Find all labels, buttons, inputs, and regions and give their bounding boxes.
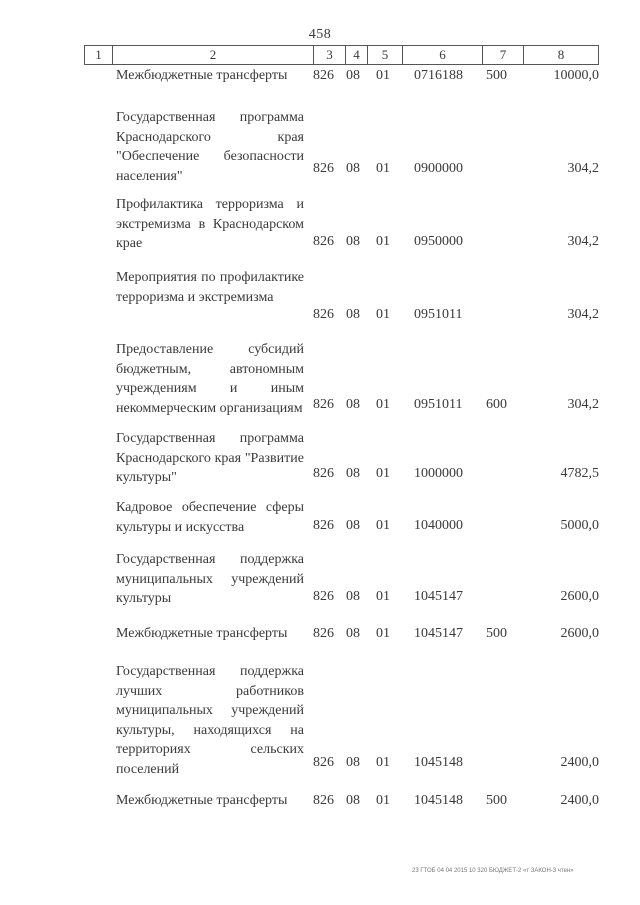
row-c4: 08 — [346, 589, 360, 604]
row-c6: 1045148 — [414, 755, 463, 770]
row-c8: 304,2 — [567, 307, 599, 322]
row-c3: 826 — [313, 161, 334, 176]
row-c5: 01 — [376, 589, 390, 604]
row-c4: 08 — [346, 161, 360, 176]
row-name: Государственная поддержка лучших работников муниципальных учреждений культуры, находящихся на территориях сельских поселений — [116, 664, 304, 777]
row-c5: 01 — [376, 518, 390, 533]
row-c3: 826 — [313, 397, 334, 412]
row-c4: 08 — [346, 793, 360, 808]
row-c8: 10000,0 — [553, 68, 599, 83]
row-c4: 08 — [346, 68, 360, 83]
row-c6: 0951011 — [414, 307, 463, 322]
header-col-7: 7 — [483, 46, 524, 64]
row-c6: 1045147 — [414, 626, 463, 641]
row-c5: 01 — [376, 626, 390, 641]
row-c8: 2600,0 — [560, 589, 599, 604]
row-c8: 304,2 — [567, 161, 599, 176]
row-c8: 4782,5 — [560, 466, 599, 481]
row-c6: 0950000 — [414, 234, 463, 249]
header-col-6: 6 — [403, 46, 483, 64]
row-c7: 500 — [486, 68, 507, 83]
row-c5: 01 — [376, 234, 390, 249]
row-c8: 5000,0 — [560, 518, 599, 533]
row-c6: 0900000 — [414, 161, 463, 176]
row-c7: 500 — [486, 626, 507, 641]
row-c6: 0951011 — [414, 397, 463, 412]
row-c6: 1040000 — [414, 518, 463, 533]
row-name: Мероприятия по профилактике терроризма и экстремизма — [116, 270, 304, 305]
header-col-1: 1 — [85, 46, 113, 64]
row-name: Кадровое обеспечение сферы культуры и искусства — [116, 500, 304, 535]
header-col-8: 8 — [557, 47, 565, 62]
row-c3: 826 — [313, 589, 334, 604]
row-c4: 08 — [346, 518, 360, 533]
row-c6: 0716188 — [414, 68, 463, 83]
header-col-2: 2 — [113, 46, 314, 64]
table-header — [84, 45, 599, 65]
row-c8: 304,2 — [567, 234, 599, 249]
row-c6: 1045147 — [414, 589, 463, 604]
row-c3: 826 — [313, 466, 334, 481]
row-c3: 826 — [313, 307, 334, 322]
row-c3: 826 — [313, 626, 334, 641]
footer-reference: 23 ГТОБ 04 04 2015 10 320 БЮДЖЕТ-2 «т ЗАКОН-3 чтен» — [412, 868, 574, 874]
row-c8: 2600,0 — [560, 626, 599, 641]
row-name: Межбюджетные трансферты — [116, 793, 288, 808]
row-c3: 826 — [313, 755, 334, 770]
row-name: Государственная поддержка муниципальных учреждений культуры — [116, 552, 304, 606]
row-name: Межбюджетные трансферты — [116, 626, 288, 641]
row-name: Государственная программа Краснодарского края "Обеспечение безопасности населения" — [116, 110, 304, 184]
row-c6: 1000000 — [414, 466, 463, 481]
row-c5: 01 — [376, 161, 390, 176]
row-c3: 826 — [313, 68, 334, 83]
row-c6: 1045148 — [414, 793, 463, 808]
row-c4: 08 — [346, 234, 360, 249]
row-c8: 2400,0 — [560, 755, 599, 770]
row-c5: 01 — [376, 755, 390, 770]
row-name: Межбюджетные трансферты — [116, 68, 288, 83]
row-c5: 01 — [376, 793, 390, 808]
row-c7: 600 — [486, 397, 507, 412]
row-c4: 08 — [346, 755, 360, 770]
row-c4: 08 — [346, 397, 360, 412]
row-c5: 01 — [376, 466, 390, 481]
row-c4: 08 — [346, 626, 360, 641]
row-c4: 08 — [346, 466, 360, 481]
row-c7: 500 — [486, 793, 507, 808]
row-c5: 01 — [376, 68, 390, 83]
header-col-4: 4 — [346, 46, 368, 64]
row-name: Предоставление субсидий бюджетным, автономным учреждениям и иным некоммерческим организациям — [116, 342, 304, 416]
row-name: Профилактика терроризма и экстремизма в Краснодарском крае — [116, 197, 304, 251]
row-c4: 08 — [346, 307, 360, 322]
header-col-5: 5 — [368, 46, 403, 64]
row-c8: 2400,0 — [560, 793, 599, 808]
header-col-3: 3 — [314, 46, 346, 64]
row-c5: 01 — [376, 397, 390, 412]
row-c3: 826 — [313, 234, 334, 249]
row-c3: 826 — [313, 518, 334, 533]
row-c3: 826 — [313, 793, 334, 808]
row-c5: 01 — [376, 307, 390, 322]
row-c8: 304,2 — [567, 397, 599, 412]
row-name: Государственная программа Краснодарского края "Развитие культуры" — [116, 431, 304, 485]
page-number: 458 — [308, 27, 332, 42]
